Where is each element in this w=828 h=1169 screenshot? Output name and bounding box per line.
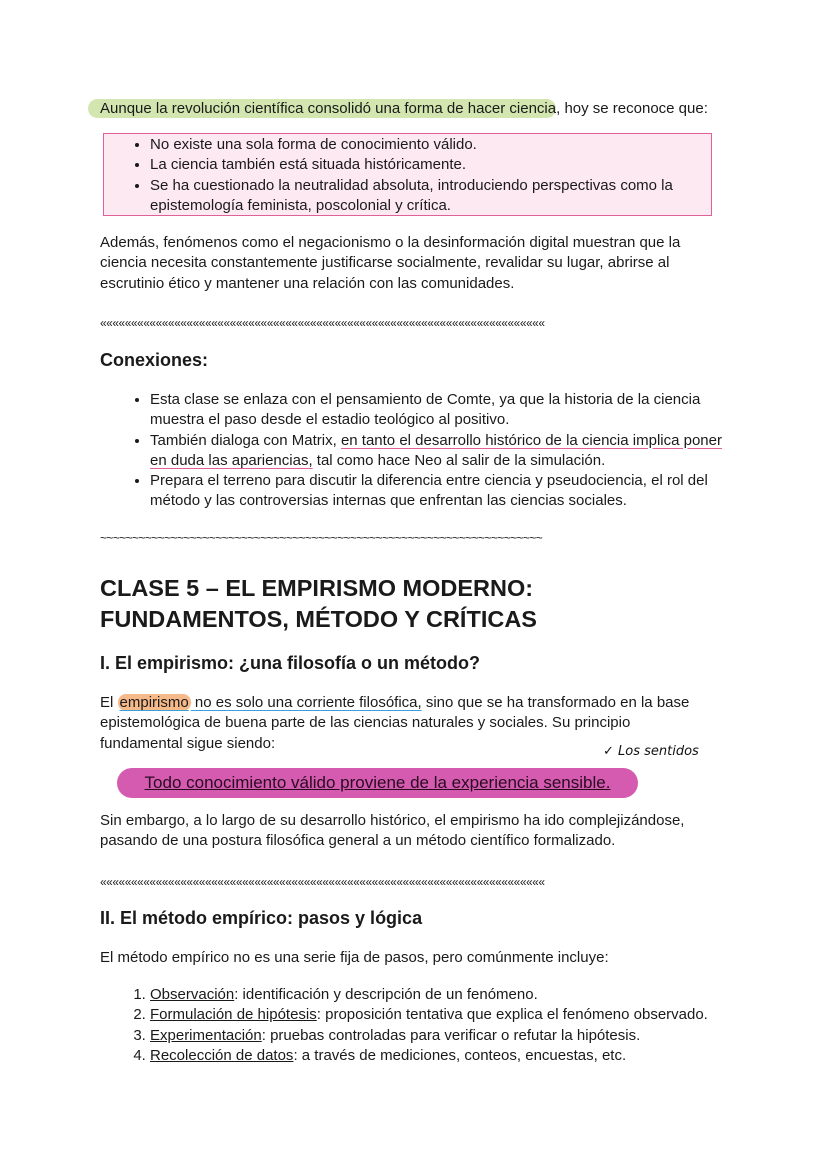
principle-highlight: Todo conocimiento válido proviene de la experiencia sensible.	[117, 768, 638, 798]
step-term: Observación	[150, 986, 235, 1003]
title-line: CLASE 5 – EL EMPIRISMO MODERNO:	[100, 575, 534, 601]
underlined-text: en tanto el desarrollo histórico de la ciencia implica poner en duda las apariencias,	[150, 431, 722, 469]
section-heading: Conexiones:	[100, 350, 209, 370]
list-item: • No existe una sola forma de conocimiento válido.	[150, 135, 700, 155]
intro-rest: , hoy se reconoce que:	[556, 100, 708, 117]
separator: ««««««««««««««««««««««««««««««««««««««««««««««««««««««««««««««««««««««««	[100, 875, 545, 889]
list-item: • La ciencia también está situada históricamente.	[150, 155, 700, 175]
paragraph: Sin embargo, a lo largo de su desarrollo histórico, el empirismo ha ido complejizándose, pasando de una postura filosófica general a un método científico formalizado.	[100, 812, 685, 850]
separator: ~~~~~~~~~~~~~~~~~~~~~~~~~~~~~~~~~~~~~~~~~~~~~~~~~~~~~~~~~~~~~~~~~~~~~	[100, 531, 543, 545]
separator: ««««««««««««««««««««««««««««««««««««««««««««««««««««««««««««««««««««««««	[100, 316, 545, 330]
text: El	[100, 694, 118, 711]
list-item: • Esta clase se enlaza con el pensamiento de Comte, ya que la historia de la ciencia muestra el paso desde el estadio teológico al positivo.	[150, 390, 740, 431]
step-term: Formulación de hipótesis	[150, 1006, 317, 1024]
text: tal como hace Neo al salir de la simulación.	[312, 451, 606, 469]
list-item	[150, 1026, 740, 1046]
title-line: FUNDAMENTOS, MÉTODO Y CRÍTICAS	[100, 606, 537, 632]
step-desc: : proposición tentativa que explica el fenómeno observado.	[316, 1006, 708, 1024]
list-item	[150, 1005, 740, 1025]
highlighted-term: empirismo	[119, 694, 189, 711]
list-item	[150, 985, 740, 1005]
step-desc: : pruebas controladas para verificar o refutar la hipótesis.	[261, 1026, 641, 1044]
step-desc: : identificación y descripción de un fenómeno.	[234, 986, 538, 1003]
list-item: • Se ha cuestionado la neutralidad absoluta, introduciendo perspectivas como la epistemología feminista, poscolonial y crítica.	[150, 176, 700, 217]
conexiones-list	[100, 390, 740, 512]
list-item: • Prepara el terreno para discutir la diferencia entre ciencia y pseudociencia, el rol del método y las controversias internas que enfrentan las ciencias sociales.	[150, 471, 740, 512]
underlined-text: no es solo una corriente filosófica,	[190, 694, 422, 711]
handwritten-note: ✓ Los sentidos	[603, 744, 699, 759]
paragraph: Además, fenómenos como el negacionismo o la desinformación digital muestran que la ciencia necesita constantemente justificarse socialmente, revalidar su lugar, abrirse al escrutinio ético y mantener una relación con las comunidades.	[100, 234, 681, 292]
list-item	[150, 431, 740, 472]
list-item	[150, 1046, 740, 1066]
paragraph: El método empírico no es una serie fija de pasos, pero comúnmente incluye:	[100, 949, 609, 966]
section-heading: I. El empirismo: ¿una filosofía o un método?	[100, 653, 481, 673]
box-list	[100, 135, 700, 216]
page-title	[100, 573, 730, 635]
step-term: Recolección de datos	[150, 1046, 294, 1064]
text: También dialoga con Matrix,	[150, 431, 341, 449]
section-heading: II. El método empírico: pasos y lógica	[100, 908, 423, 928]
highlighted-text: Aunque la revolución científica consolidó una forma de hacer ciencia	[88, 99, 556, 118]
text: sino que se ha transformado en la base epistemológica de buena parte de las ciencias naturales y sociales. Su principio fundamental sigue siendo:	[100, 694, 690, 752]
step-desc: : a través de mediciones, conteos, encuestas, etc.	[293, 1046, 627, 1064]
intro-paragraph	[100, 99, 740, 119]
step-term: Experimentación	[150, 1026, 262, 1044]
steps-list	[100, 985, 740, 1066]
